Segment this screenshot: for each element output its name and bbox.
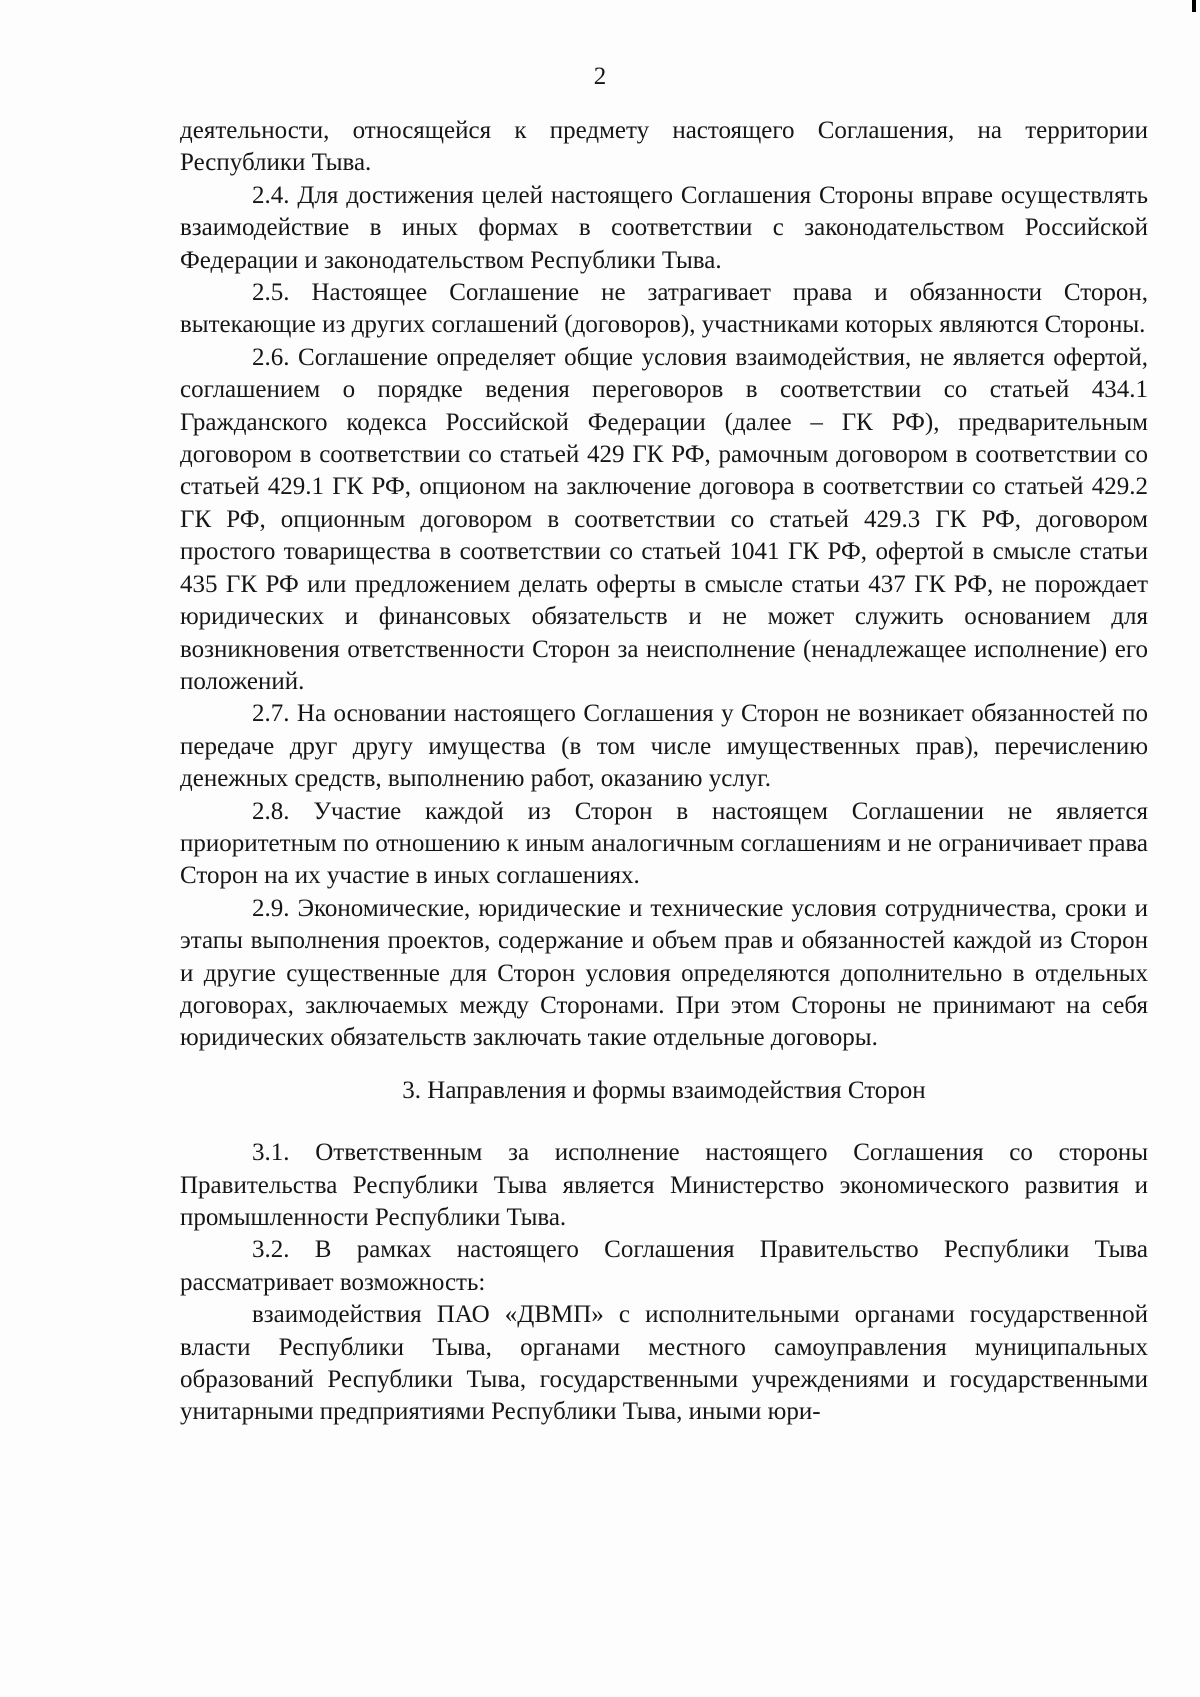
page-number: 2 <box>593 63 607 90</box>
paragraph-2-7: 2.7. На основании настоящего Соглашения у Сторон не возникает обязанностей по передаче друг другу имущества (в том числе имущественных прав), перечислению денежных средств, выполнению работ, оказанию услуг. <box>180 700 1148 793</box>
paragraph-2-9: 2.9. Экономические, юридические и технические условия сотрудничества, сроки и этапы выполнения проектов, содержание и объем прав и обязанностей каждой из Сторон и другие существенные для Сторон условия определяются дополнительно в отдельных договорах, заключаемых между Сторонами. При этом Стороны не принимают на себя юридических обязательств заключать такие отдельные договоры. <box>180 894 1148 1052</box>
paragraph-2-3-tail: деятельности, относящейся к предмету настоящего Соглашения, на территории Республики Тыва. <box>180 117 1148 177</box>
scan-edge-mark <box>1192 0 1196 12</box>
paragraph-2-4: 2.4. Для достижения целей настоящего Соглашения Стороны вправе осуществлять взаимодействие в иных формах в соответствии с законодательством Российской Федерации и законодательством Республики Тыва. <box>180 181 1148 274</box>
section-2-continued <box>180 115 1148 1055</box>
paragraph-3-2-item: взаимодействия ПАО «ДВМП» с исполнительными органами государственной власти Республики Тыва, органами местного самоуправления муниципальных образований Республики Тыва, государственными учреждениями и государственными унитарными предприятиями Республики Тыва, иными юри- <box>180 1301 1148 1426</box>
paragraph-3-1: 3.1. Ответственным за исполнение настоящего Соглашения со стороны Правительства Республики Тыва является Министерство экономического развития и промышленности Республики Тыва. <box>180 1139 1148 1231</box>
paragraph-2-6: 2.6. Соглашение определяет общие условия взаимодействия, не является офертой, соглашением о порядке ведения переговоров в соответствии со статьей 434.1 Гражданского кодекса Российской Федерации (далее – ГК РФ), предварительным договором в соответствии со статьей 429 ГК РФ, рамочным договором в соответствии со статьей 429.1 ГК РФ, опционом на заключение договора в соответствии со статьей 429.2 ГК РФ, опционным договором в соответствии со статьей 429.3 ГК РФ, договором простого товарищества в соответствии со статьей 1041 ГК РФ, офертой в смысле статьи 435 ГК РФ или предложением делать оферты в смысле статьи 437 ГК РФ, не порождает юридических и финансовых обязательств и не может служить основанием для возникновения ответственности Сторон за неисполнение (ненадлежащее исполнение) его положений. <box>180 343 1148 695</box>
paragraph-2-5: 2.5. Настоящее Соглашение не затрагивает права и обязанности Сторон, вытекающие из других соглашений (договоров), участниками которых являются Стороны. <box>180 279 1148 339</box>
section-3 <box>180 1137 1148 1429</box>
section-3-heading: 3. Направления и формы взаимодействия Сторон <box>402 1076 926 1104</box>
document-body <box>180 115 1148 1429</box>
paragraph-3-2: 3.2. В рамках настоящего Соглашения Правительство Республики Тыва рассматривает возможность: <box>180 1236 1148 1296</box>
paragraph-2-8: 2.8. Участие каждой из Сторон в настоящем Соглашении не является приоритетным по отношению к иным аналогичным соглашениям и не ограничивает права Сторон на их участие в иных соглашениях. <box>180 797 1148 890</box>
